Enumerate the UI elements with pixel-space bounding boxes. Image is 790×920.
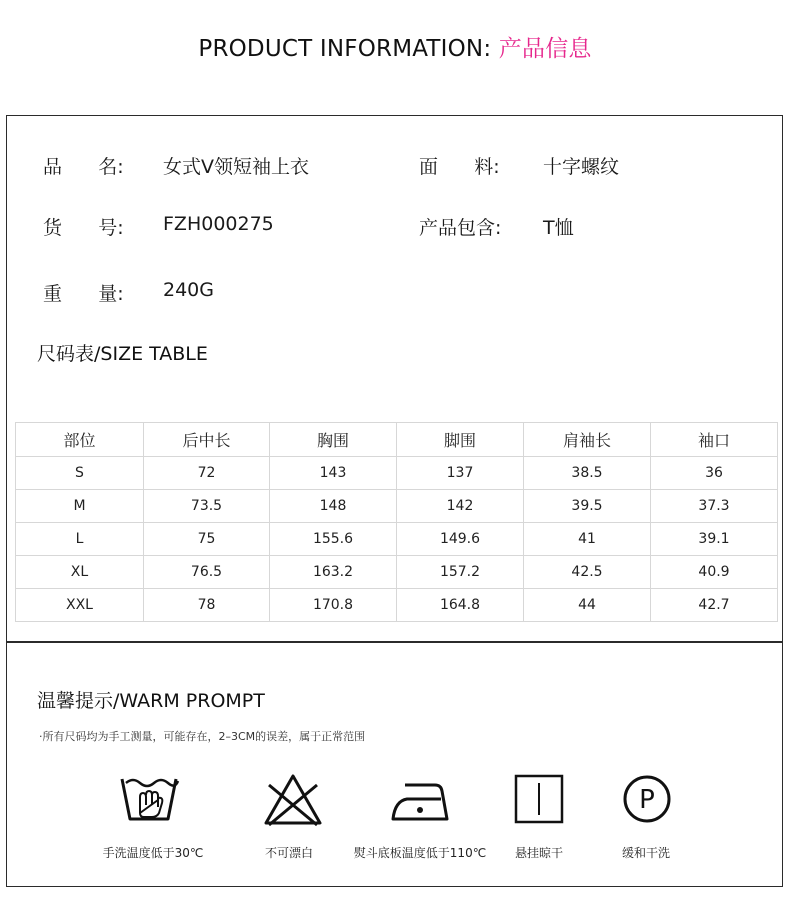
care-label-hang-dry: 悬挂晾干 <box>514 846 563 860</box>
table-cell: 137 <box>397 457 524 490</box>
table-cell: 44 <box>524 589 651 622</box>
table-cell: 163.2 <box>270 556 397 589</box>
header-cell: 袖口 <box>651 423 778 457</box>
info-weight-row <box>43 279 214 306</box>
table-cell: 148 <box>270 490 397 523</box>
table-cell: 39.5 <box>524 490 651 523</box>
header-cell: 胸围 <box>270 423 397 457</box>
table-cell: L <box>16 523 144 556</box>
info-sku-row <box>43 213 274 240</box>
dry-clean-p-icon <box>621 773 673 825</box>
info-fabric-row <box>419 152 619 179</box>
table-cell: 75 <box>144 523 270 556</box>
header-cell: 肩袖长 <box>524 423 651 457</box>
hang-dry-icon <box>513 773 565 825</box>
weight-value: 240G <box>163 279 214 301</box>
table-cell: 170.8 <box>270 589 397 622</box>
table-cell: XXL <box>16 589 144 622</box>
fabric-label: 面 料: <box>419 156 500 178</box>
care-label-dry-clean: 缓和干洗 <box>621 846 670 860</box>
table-row <box>16 490 778 523</box>
hand-wash-icon <box>118 773 180 825</box>
includes-value: T恤 <box>543 217 574 239</box>
includes-label: 产品包含: <box>419 217 502 239</box>
table-row <box>16 523 778 556</box>
page-header <box>0 30 790 63</box>
table-cell: 72 <box>144 457 270 490</box>
header-title-en: PRODUCT INFORMATION: <box>198 36 492 62</box>
table-row <box>16 556 778 589</box>
sku-label: 货 号: <box>43 217 124 239</box>
table-row <box>16 457 778 490</box>
warm-prompt-panel <box>6 642 783 887</box>
table-cell: 143 <box>270 457 397 490</box>
name-label: 品 名: <box>43 156 124 178</box>
table-cell: 42.5 <box>524 556 651 589</box>
care-label-hand-wash: 手洗温度低于30℃ <box>102 846 204 860</box>
header-cell: 部位 <box>16 423 144 457</box>
table-cell: 78 <box>144 589 270 622</box>
header-title-cn: 产品信息 <box>498 36 592 62</box>
weight-label: 重 量: <box>43 283 124 305</box>
fabric-value: 十字螺纹 <box>543 156 620 178</box>
table-cell: 73.5 <box>144 490 270 523</box>
info-name-row <box>43 152 309 179</box>
table-row <box>16 589 778 622</box>
sku-value: FZH000275 <box>163 213 274 235</box>
info-includes-row <box>419 213 574 240</box>
header-cell: 后中长 <box>144 423 270 457</box>
header-cell: 脚围 <box>397 423 524 457</box>
table-cell: 38.5 <box>524 457 651 490</box>
size-table-title: 尺码表/SIZE TABLE <box>37 343 208 365</box>
table-cell: 76.5 <box>144 556 270 589</box>
table-cell: XL <box>16 556 144 589</box>
warm-prompt-title: 温馨提示/WARM PROMPT <box>37 690 265 712</box>
table-cell: 142 <box>397 490 524 523</box>
care-label-no-bleach: 不可漂白 <box>264 846 313 860</box>
table-cell: 37.3 <box>651 490 778 523</box>
no-bleach-icon <box>263 773 323 827</box>
table-cell: 157.2 <box>397 556 524 589</box>
measurement-note: ·所有尺码均为手工测量，可能存在，2–3CM的误差，属于正常范围 <box>39 730 366 743</box>
table-cell: S <box>16 457 144 490</box>
size-table-header-row <box>16 423 778 457</box>
table-cell: 39.1 <box>651 523 778 556</box>
table-cell: 36 <box>651 457 778 490</box>
svg-text:P: P <box>639 785 655 815</box>
table-cell: 41 <box>524 523 651 556</box>
table-cell: 149.6 <box>397 523 524 556</box>
care-label-iron: 熨斗底板温度低于110℃ <box>353 846 487 860</box>
product-info-panel <box>6 115 783 642</box>
size-table <box>15 422 778 622</box>
iron-icon <box>389 773 451 825</box>
table-cell: 164.8 <box>397 589 524 622</box>
table-cell: 42.7 <box>651 589 778 622</box>
name-value: 女式V领短袖上衣 <box>163 156 309 178</box>
table-cell: 40.9 <box>651 556 778 589</box>
table-cell: M <box>16 490 144 523</box>
table-cell: 155.6 <box>270 523 397 556</box>
